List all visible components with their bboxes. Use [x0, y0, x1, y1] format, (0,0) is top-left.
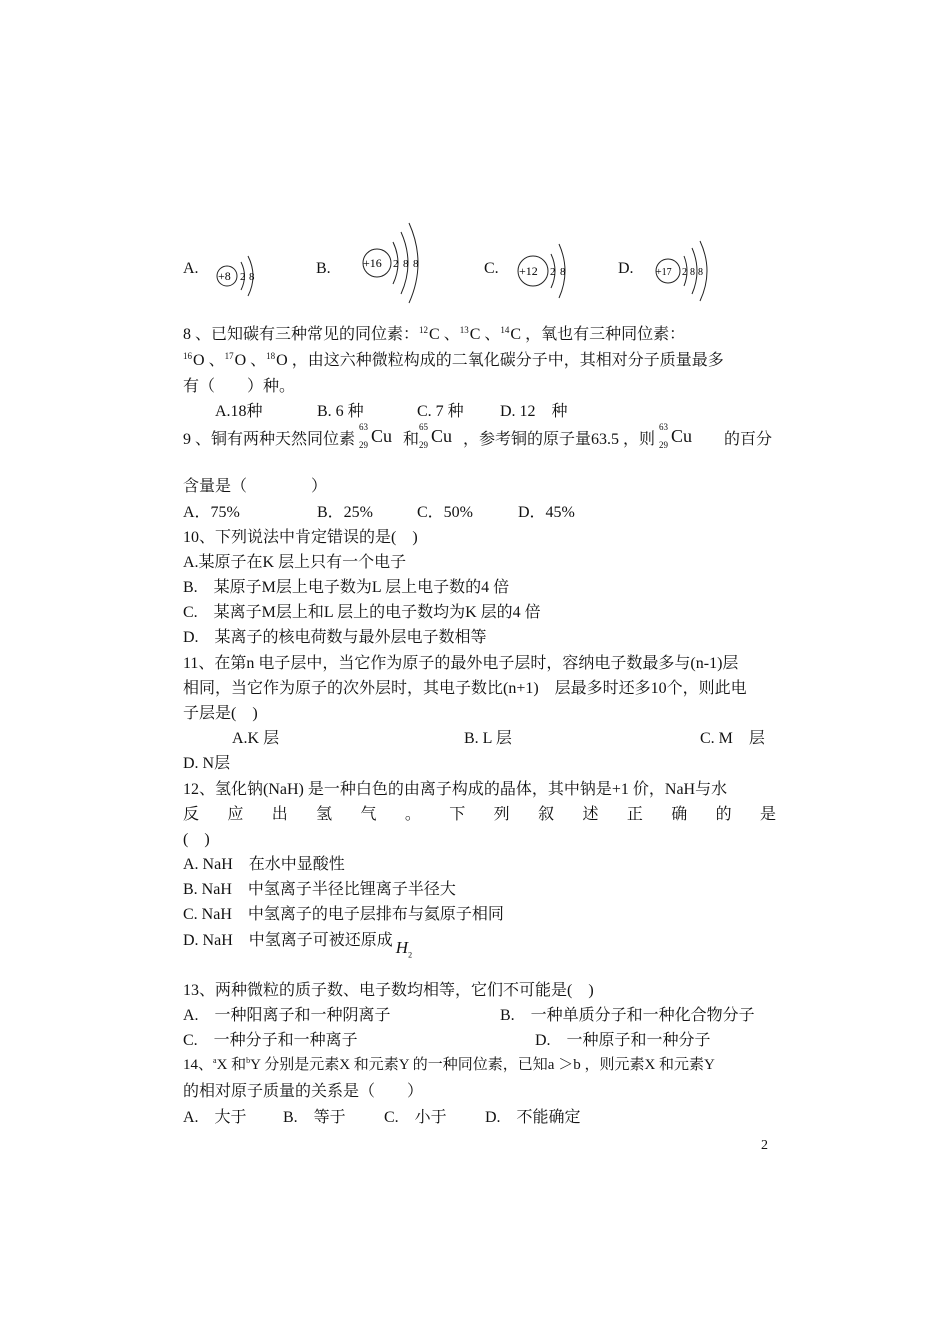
- diagram-c-label: C.: [484, 260, 499, 277]
- q11-line-2: 相同，当它作为原子的次外层时，其电子数比(n+1) 层最多时还多10个，则此电: [183, 680, 747, 697]
- q9-suffix: 的百分: [724, 431, 773, 448]
- q8-option-c: C. 7 种: [417, 403, 464, 420]
- isotope-mass-number: 18: [266, 351, 276, 361]
- q13-option-d: D. 一种原子和一种分子: [535, 1032, 711, 1049]
- separator: 、: [480, 326, 501, 343]
- nucleus-charge: +12: [519, 264, 538, 278]
- diagram-a-label: A.: [183, 260, 199, 277]
- q12-line-2: 反应出氢气。下列叙述正确的是: [183, 806, 776, 823]
- q10-option-d: D. 某离子的核电荷数与最外层电子数相等: [183, 629, 487, 646]
- q11-option-b: B. L 层: [464, 730, 512, 747]
- q10-option-c: C. 某离子M层上和L 层上的电子数均为K 层的4 倍: [183, 604, 541, 621]
- q13-option-a: A. 一种阳离子和一种阴离子: [183, 1007, 391, 1024]
- nucleus-charge: +17: [656, 267, 672, 278]
- isotope-symbol: O: [276, 352, 288, 369]
- q12-line-1: 12、氢化钠(NaH) 是一种白色的由离子构成的晶体，其中钠是+1 价，NaH与水: [183, 781, 728, 798]
- shell-electron-count: 8: [413, 258, 419, 270]
- shell-electron-count: 8: [690, 267, 695, 278]
- conjunction: 和: [403, 431, 420, 448]
- q11-line-3: 子层是( ): [183, 705, 258, 722]
- separator: 、: [439, 326, 460, 343]
- q14-option-a: A. 大于: [183, 1109, 247, 1126]
- q13-option-c: C. 一种分子和一种离子: [183, 1032, 358, 1049]
- q8-line-1: [183, 321, 685, 344]
- isotope-mass-number: 13: [459, 325, 469, 335]
- isotope-symbol: O: [193, 352, 205, 369]
- shell-electron-count: 2: [682, 267, 687, 278]
- isotope-symbol: O: [234, 352, 247, 369]
- q12-line-3: ( ): [183, 831, 210, 848]
- q12-option-d: [183, 927, 413, 960]
- isotope-mass-number: 17: [224, 351, 234, 361]
- q11-option-c: C. M 层: [700, 730, 765, 747]
- atom-diagram-d: [652, 238, 714, 304]
- q10-option-a: A.某原子在K 层上只有一个电子: [183, 554, 407, 571]
- q9-line-2: 含量是（ ）: [183, 478, 328, 495]
- q9-option-a: A．75%: [183, 504, 240, 521]
- atom-diagram-b: [357, 220, 429, 306]
- element-symbol: Cu: [371, 426, 393, 446]
- q8-option-a: A.18种: [215, 403, 263, 420]
- q10-stem: 10、下列说法中肯定错误的是( ): [183, 529, 418, 546]
- shell-electron-count: 2: [240, 271, 246, 283]
- q9-mid-text: ，参考铜的原子量63.5 ，则: [463, 431, 656, 448]
- q13-stem: 13、两种微粒的质子数、电子数均相等，它们不可能是( ): [183, 982, 594, 999]
- element-symbol: Cu: [431, 426, 453, 446]
- mass-number-b: b: [246, 1056, 251, 1065]
- q8-line-3: 有（ ）种。: [183, 378, 296, 395]
- q9-option-d: D．45%: [518, 504, 575, 521]
- element-symbol: Cu: [671, 426, 693, 446]
- mass-number: 63: [359, 422, 369, 432]
- shell-electron-count: 8: [560, 266, 566, 278]
- q14-option-d: D. 不能确定: [485, 1109, 581, 1126]
- q11-line-1: 11、在第n 电子层中，当它作为原子的最外电子层时，容纳电子数最多与(n-1)层: [183, 655, 739, 672]
- q14-number: 14、: [183, 1057, 214, 1073]
- q14-option-c: C. 小于: [384, 1109, 447, 1126]
- q14-option-b: B. 等于: [283, 1109, 346, 1126]
- mass-number: 65: [419, 422, 429, 432]
- cu-63-nuclide: [359, 422, 403, 450]
- atomic-number: 29: [419, 440, 429, 450]
- q8-line-2: [183, 347, 724, 370]
- nucleus-charge: +16: [363, 256, 382, 270]
- separator: 、: [246, 352, 267, 369]
- q9-prefix: 9 、铜有两种天然同位素: [183, 431, 356, 448]
- shell-electron-count: 2: [393, 258, 399, 270]
- isotope-mass-number: 14: [500, 325, 510, 335]
- q9-option-c: C．50%: [417, 504, 474, 521]
- nucleus-charge: +8: [218, 269, 231, 283]
- diagram-d-label: D.: [618, 260, 634, 277]
- separator: 、: [204, 352, 225, 369]
- isotope-symbol: C: [429, 326, 440, 343]
- q8-option-b: B. 6 种: [317, 403, 364, 420]
- q12-option-a: A. NaH 在水中显酸性: [183, 856, 345, 873]
- q14-x: X 和: [216, 1057, 247, 1073]
- q14-line-2: 的相对原子质量的关系是（ ）: [183, 1083, 424, 1100]
- atomic-number: 29: [659, 440, 669, 450]
- q12-option-d-text: D. NaH 中氢离子可被还原成: [183, 932, 393, 949]
- q11-option-a: A.K 层: [232, 730, 280, 747]
- q14-rest: Y 分别是元素X 和元素Y 的一种同位素，已知a ＞b ，则元素X 和元素Y: [250, 1057, 715, 1073]
- q13-option-b: B. 一种单质分子和一种化合物分子: [500, 1007, 755, 1024]
- isotope-mass-number: 12: [419, 325, 429, 335]
- q9-option-b: B．25%: [317, 504, 374, 521]
- q12-option-c: C. NaH 中氢离子的电子层排布与氦原子相同: [183, 906, 504, 923]
- atom-diagram-c: [513, 236, 577, 306]
- cu-65-nuclide: [419, 422, 463, 450]
- shell-electron-count: 8: [249, 271, 255, 283]
- separator: ，由这六种微粒构成的二氧化碳分子中，其相对分子质量最多: [287, 352, 724, 369]
- q12-option-b: B. NaH 中氢离子半径比锂离子半径大: [183, 881, 456, 898]
- q8-option-d: D. 12 种: [500, 403, 568, 420]
- shell-electron-count: 2: [550, 266, 556, 278]
- diagram-b-label: B.: [316, 260, 331, 277]
- atom-diagram-a: [210, 244, 266, 300]
- isotope-mass-number: 16: [183, 351, 192, 361]
- atomic-number: 29: [359, 440, 369, 450]
- mass-number: 63: [659, 422, 669, 432]
- isotope-symbol: C: [469, 326, 481, 343]
- q9-line-1: [183, 422, 703, 450]
- q8-prefix: 8 、已知碳有三种常见的同位素：: [183, 326, 420, 343]
- shell-electron-count: 8: [698, 267, 703, 278]
- q10-option-b: B. 某原子M层上电子数为L 层上电子数的4 倍: [183, 579, 510, 596]
- cu-63-nuclide: [659, 422, 703, 450]
- mass-number-a: a: [213, 1056, 217, 1065]
- page-number: 2: [761, 1138, 768, 1153]
- separator: ，氧也有三种同位素：: [521, 326, 686, 343]
- shell-electron-count: 8: [403, 258, 409, 270]
- h2-formula: $H_2$: [395, 938, 413, 960]
- q14-line-1: [183, 1053, 715, 1074]
- isotope-symbol: C: [510, 326, 522, 343]
- q11-option-d: D. N层: [183, 755, 231, 772]
